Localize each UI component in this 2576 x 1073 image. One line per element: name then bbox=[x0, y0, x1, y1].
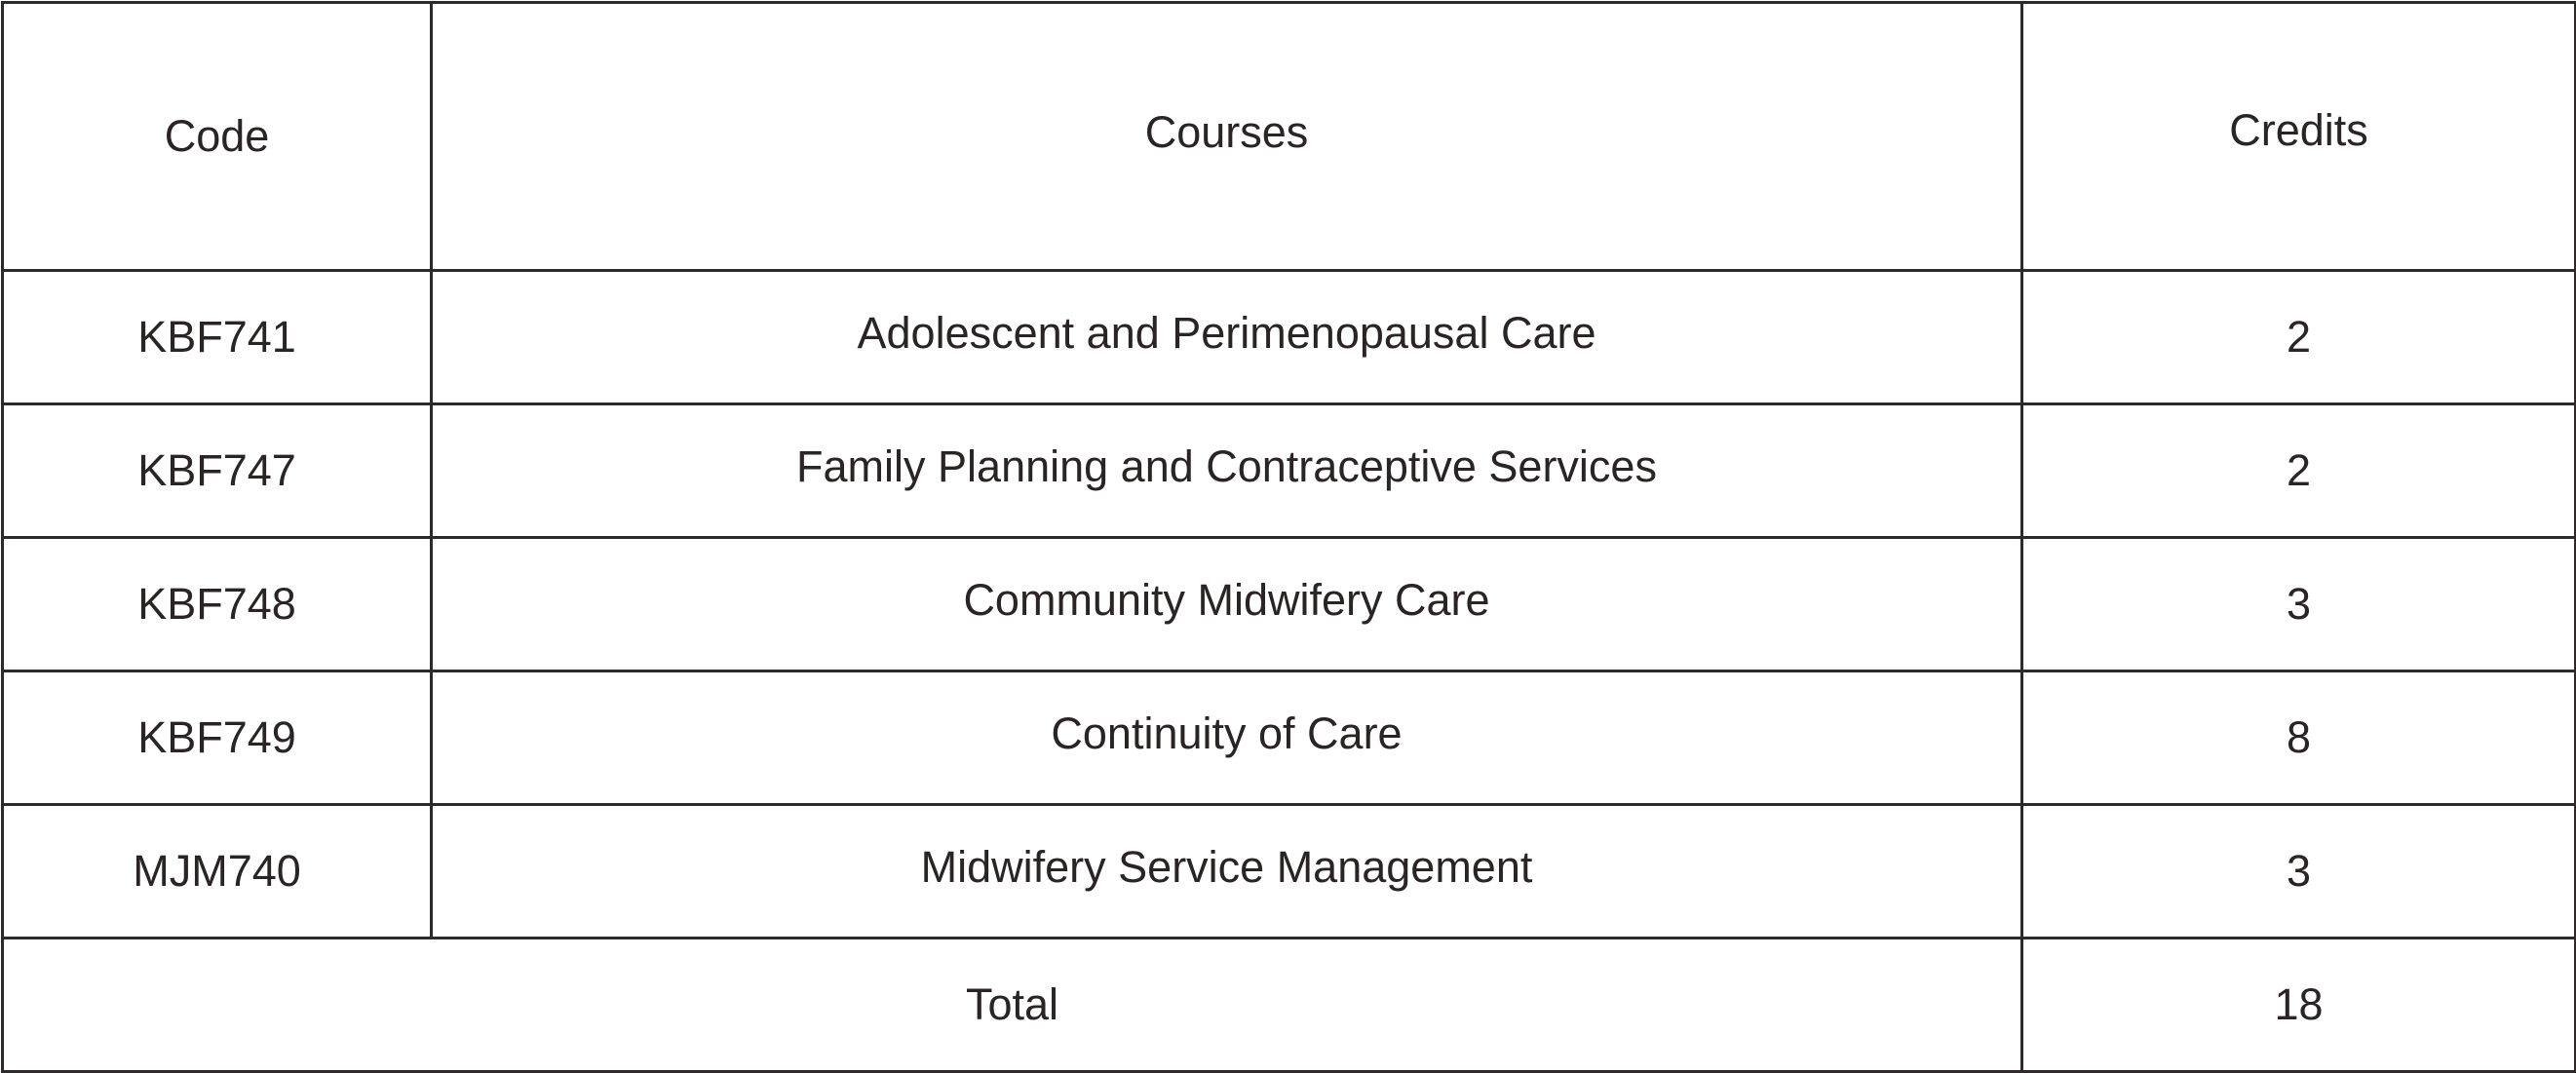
course-cell bbox=[432, 404, 2022, 538]
course-cell bbox=[432, 538, 2022, 671]
table-row bbox=[3, 671, 2576, 805]
table-row bbox=[3, 805, 2576, 939]
total-credits-cell: 18 bbox=[2022, 939, 2576, 1072]
course-cell bbox=[432, 671, 2022, 805]
credits-column-header bbox=[2022, 3, 2576, 271]
code-cell: MJM740 bbox=[3, 805, 432, 939]
code-column-header bbox=[3, 3, 432, 271]
credits-cell: 3 bbox=[2022, 538, 2576, 671]
code-cell: KBF748 bbox=[3, 538, 432, 671]
credits-cell: 2 bbox=[2022, 271, 2576, 404]
courses-header-label: Courses bbox=[1144, 107, 1309, 158]
table-header-row bbox=[3, 3, 2576, 271]
table-row bbox=[3, 271, 2576, 404]
code-cell: KBF747 bbox=[3, 404, 432, 538]
table-row bbox=[3, 404, 2576, 538]
code-header-label: Code bbox=[164, 111, 270, 162]
credits-cell: 8 bbox=[2022, 671, 2576, 805]
course-name: Continuity of Care bbox=[1051, 709, 1403, 759]
course-name: Adolescent and Perimenopausal Care bbox=[857, 308, 1596, 359]
course-cell bbox=[432, 805, 2022, 939]
course-cell bbox=[432, 271, 2022, 404]
courses-column-header bbox=[432, 3, 2022, 271]
course-name: Family Planning and Contraceptive Services bbox=[796, 441, 1657, 492]
total-label-cell: Total bbox=[3, 939, 2022, 1072]
credits-header-label: Credits bbox=[2229, 105, 2368, 156]
course-name: Community Midwifery Care bbox=[963, 575, 1490, 626]
code-cell: KBF741 bbox=[3, 271, 432, 404]
total-row bbox=[3, 939, 2576, 1072]
credits-cell: 3 bbox=[2022, 805, 2576, 939]
course-name: Midwifery Service Management bbox=[920, 842, 1533, 893]
course-credits-table bbox=[1, 1, 2576, 1073]
code-cell: KBF749 bbox=[3, 671, 432, 805]
credits-cell: 2 bbox=[2022, 404, 2576, 538]
table-row bbox=[3, 538, 2576, 671]
